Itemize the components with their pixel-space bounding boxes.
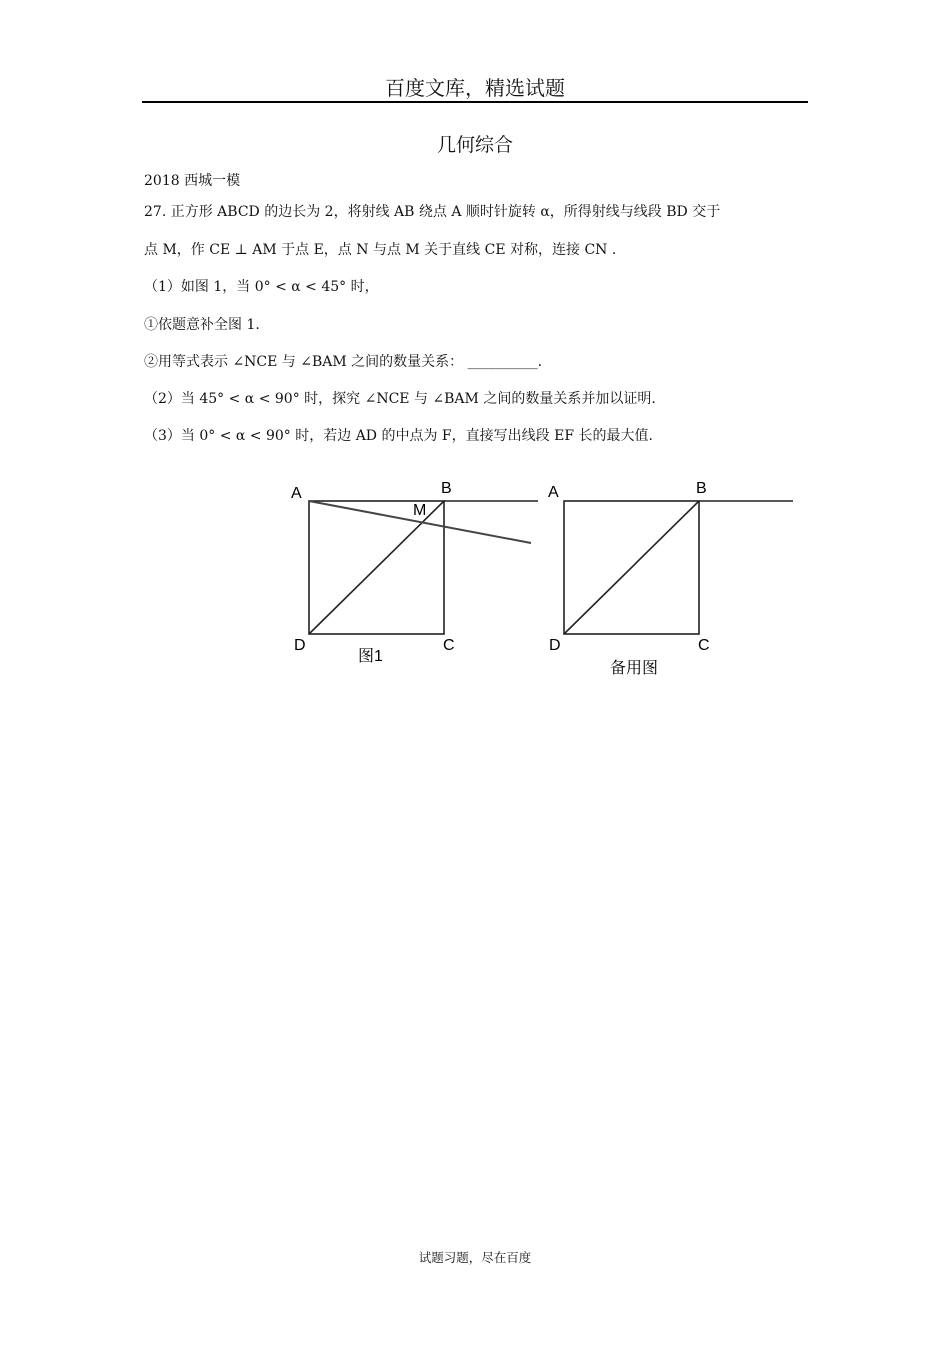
label-c: C <box>443 637 455 654</box>
part-1a-text: ①依题意补全图 1. <box>144 317 260 333</box>
figure-2-caption: 备用图 <box>610 660 659 677</box>
label-b: B <box>696 480 707 497</box>
problem-line-1: 27. 正方形 ABCD 的边长为 2，将射线 AB 绕点 A 顺时针旋转 α，所得射线与线段 BD 交于 <box>144 204 721 220</box>
document-title: 几何综合 <box>436 134 513 156</box>
label-m: M <box>413 502 427 519</box>
header-title: 百度文库，精选试题 <box>385 76 565 100</box>
label-d: D <box>549 637 561 654</box>
part-2-text: （2）当 45° < α < 90° 时，探究 ∠NCE 与 ∠BAM 之间的数量关系并加以证明. <box>144 391 656 407</box>
figure-1-caption: 图1 <box>358 648 383 665</box>
source-line: 2018 西城一模 <box>144 173 241 189</box>
part-1b-text: ②用等式表示 ∠NCE 与 ∠BAM 之间的数量关系： __________. <box>144 354 543 370</box>
figure-1 <box>280 470 550 680</box>
part-3-text: （3）当 0° < α < 90° 时，若边 AD 的中点为 F，直接写出线段 EF 长的最大值. <box>144 428 653 444</box>
label-d: D <box>294 637 306 654</box>
label-b: B <box>441 480 452 497</box>
footer-text: 试题习题，尽在百度 <box>418 1250 532 1265</box>
problem-line-2: 点 M，作 CE ⊥ AM 于点 E，点 N 与点 M 关于直线 CE 对称，连接 CN . <box>144 242 617 258</box>
label-a: A <box>291 485 302 502</box>
label-a: A <box>548 484 559 501</box>
part-1-text: （1）如图 1，当 0° < α < 45° 时， <box>144 279 379 295</box>
diagonal-bd <box>309 501 444 634</box>
figure-2 <box>535 470 800 685</box>
label-c: C <box>698 637 710 654</box>
header-divider <box>142 101 808 103</box>
diagonal-bd-spare <box>564 501 699 634</box>
